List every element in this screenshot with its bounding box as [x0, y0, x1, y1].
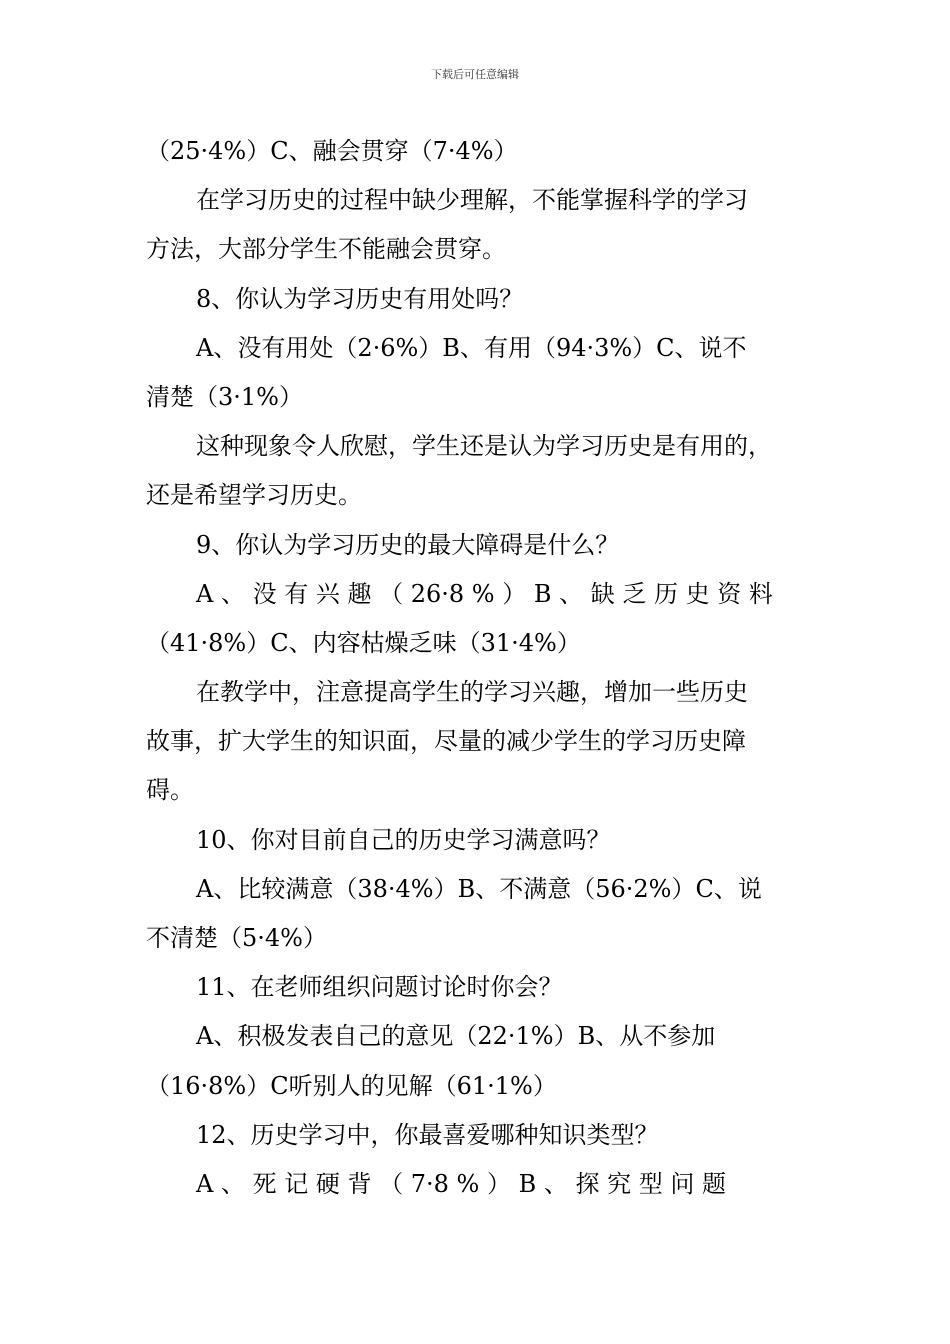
answer-options: A 、 没 有 兴 趣 （ 26·8 % ） B 、 缺 乏 历 史 资 料 [196, 579, 773, 608]
text-line: 在学习历史的过程中缺少理解，不能掌握科学的学习 [196, 186, 748, 215]
answer-options: A、比较满意（38·4%）B、不满意（56·2%）C、说 [196, 874, 762, 903]
answer-options: A、积极发表自己的意见（22·1%）B、从不参加 [196, 1022, 716, 1051]
document-body [146, 127, 808, 1209]
text-line: 还是希望学习历史。 [146, 481, 362, 510]
page-header: 下载后可任意编辑 [431, 68, 519, 81]
text-line: （25·4%）C、融会贯穿（7·4%） [146, 137, 518, 165]
text-line: （16·8%）C听别人的见解（61·1%） [146, 1071, 557, 1100]
text-line: 在教学中，注意提高学生的学习兴趣，增加一些历史 [196, 678, 748, 707]
text-line: 方法，大部分学生不能融会贯穿。 [146, 235, 506, 264]
text-line: （41·8%）C、内容枯燥乏味（31·4%） [146, 628, 581, 657]
question-12: 12、历史学习中，你最喜爱哪种知识类型？ [196, 1120, 659, 1149]
question-11: 11、在老师组织问题讨论时你会？ [196, 973, 563, 1002]
text-line: 这种现象令人欣慰，学生还是认为学习历史是有用的， [196, 432, 772, 461]
text-line: 不清楚（5·4%） [146, 924, 327, 952]
text-line: 故事，扩大学生的知识面，尽量的减少学生的学习历史障 [146, 727, 746, 756]
answer-options: A、没有用处（2·6%）B、有用（94·3%）C、说不 [196, 333, 747, 362]
question-8: 8、你认为学习历史有用处吗？ [196, 284, 524, 313]
answer-options: A 、 死 记 硬 背 （ 7·8 % ） B 、 探 究 型 问 题 [196, 1169, 727, 1198]
question-10: 10、你对目前自己的历史学习满意吗？ [196, 825, 611, 854]
text-line: 碍。 [146, 776, 194, 805]
question-9: 9、你认为学习历史的最大障碍是什么？ [196, 530, 620, 559]
text-line: 清楚（3·1%） [146, 382, 303, 411]
